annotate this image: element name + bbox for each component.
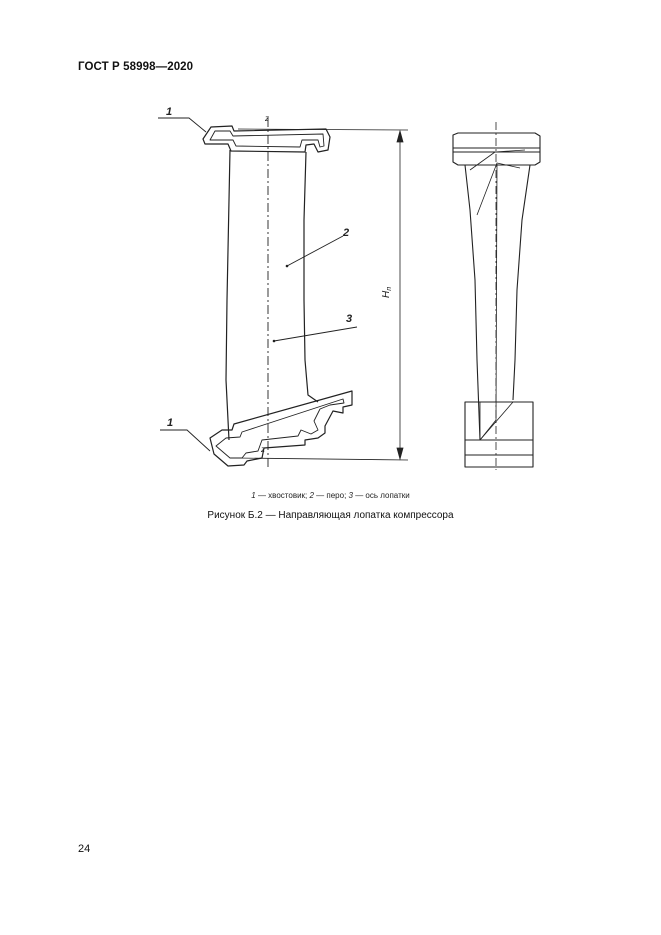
axis-label-top: z bbox=[265, 114, 269, 123]
legend-text-2: — перо; bbox=[313, 491, 349, 500]
leader-1-bottom bbox=[160, 430, 210, 451]
axis-label-bottom: z bbox=[261, 445, 265, 454]
figure-legend bbox=[0, 491, 661, 500]
front-airfoil-outline bbox=[465, 165, 530, 440]
callout-3: 3 bbox=[346, 313, 353, 325]
airfoil-right-edge bbox=[304, 152, 318, 402]
figure-caption: Рисунок Б.2 — Направляющая лопатка компрессора bbox=[207, 510, 454, 521]
dimension-label bbox=[381, 287, 393, 298]
dimension-arrow-top bbox=[397, 131, 403, 142]
bottom-shank-outline bbox=[210, 391, 352, 466]
front-bottom-transition bbox=[480, 402, 513, 440]
legend-text-3: — ось лопатки bbox=[352, 491, 410, 500]
leader-1-top bbox=[158, 118, 206, 132]
dimension-letter: H bbox=[381, 290, 392, 298]
document-header: ГОСТ Р 58998—2020 bbox=[78, 61, 194, 73]
leader-3-dot bbox=[273, 340, 276, 343]
page-number: 24 bbox=[78, 843, 91, 855]
legend-num-2: 2 bbox=[309, 491, 314, 500]
dimension-extension-bottom bbox=[236, 458, 408, 460]
callout-1-bottom: 1 bbox=[167, 417, 174, 429]
leader-3 bbox=[274, 327, 357, 341]
airfoil-left-edge bbox=[226, 150, 230, 440]
legend-num-1: 1 bbox=[251, 491, 256, 500]
legend-text-1: — хвостовик; bbox=[255, 491, 310, 500]
legend-num-3: 3 bbox=[348, 491, 353, 500]
callout-1-top: 1 bbox=[166, 106, 173, 118]
top-shank-outline bbox=[203, 126, 330, 152]
leader-2-dot bbox=[286, 265, 289, 268]
front-top-shank bbox=[453, 133, 540, 165]
dimension-subscript: п bbox=[386, 286, 393, 291]
front-bottom-shank bbox=[465, 402, 533, 467]
callout-2: 2 bbox=[343, 227, 350, 239]
dimension-arrow-bottom bbox=[397, 448, 403, 459]
leader-2 bbox=[287, 236, 343, 266]
